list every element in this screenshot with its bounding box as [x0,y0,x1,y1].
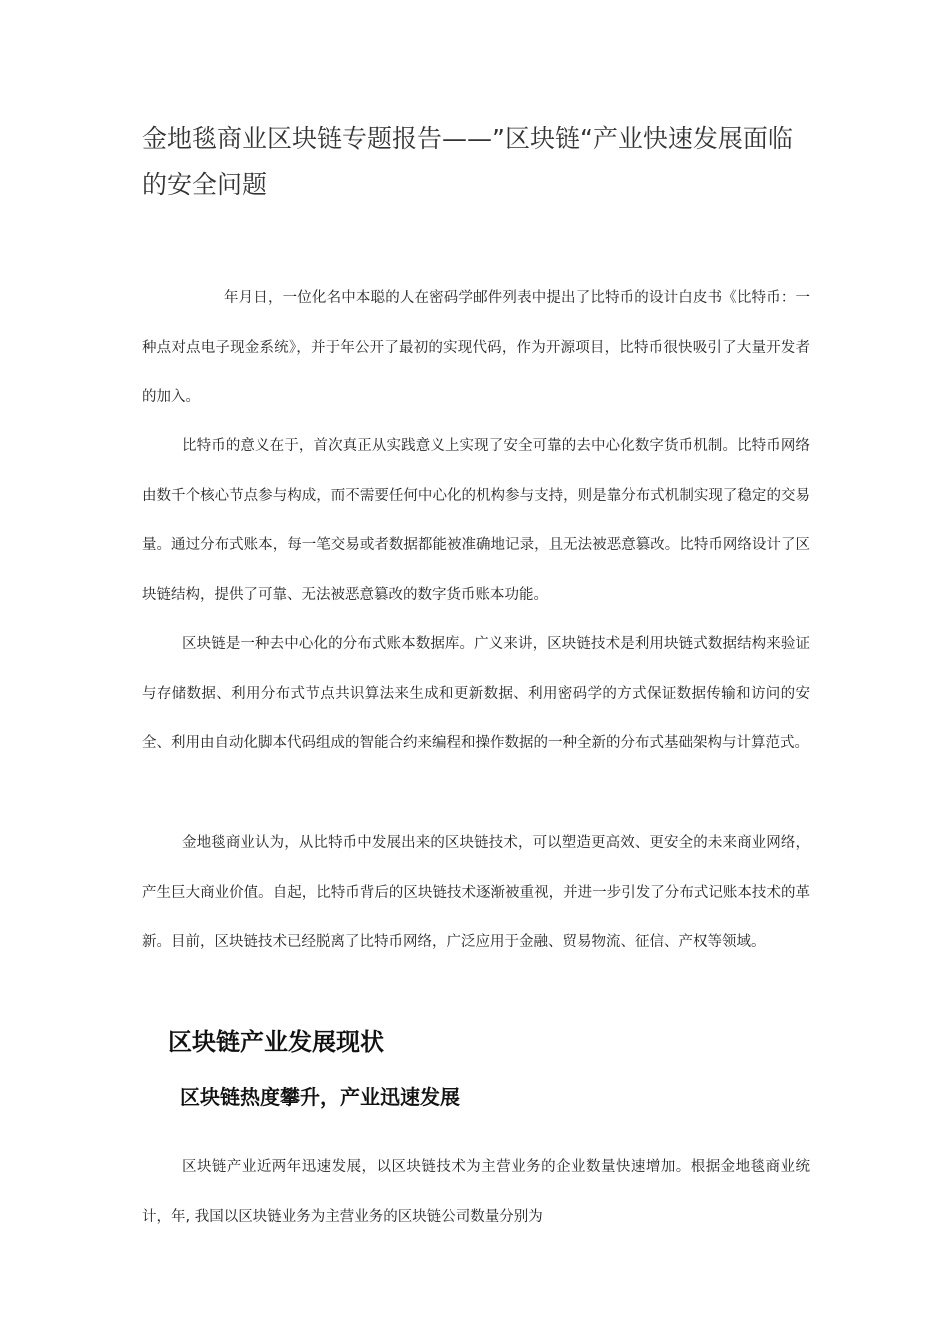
document-title: 金地毯商业区块链专题报告——”区块链“产业快速发展面临的安全问题 [142,124,793,199]
paragraph-bitcoin-significance: 比特币的意义在于，首次真正从实践意义上实现了安全可靠的去中心化数字货币机制。比特币网络由数千个核心节点参与构成，而不需要任何中心化的机构参与支持，则是靠分布式机制实现了稳定的交易量。通过分布式账本，每一笔交易或者数据都能被准确地记录，且无法被恶意篡改。比特币网络设计了区块链结构，提供了可靠、无法被恶意篡改的数字货币账本功能。 [142,438,810,603]
paragraph-blockchain-definition: 区块链是一种去中心化的分布式账本数据库。广义来讲，区块链技术是利用块链式数据结构来验证与存储数据、利用分布式节点共识算法来生成和更新数据、利用密码学的方式保证数据传输和访问的安全、利用由自动化脚本代码组成的智能合约来编程和操作数据的一种全新的分布式基础架构与计算范式。 [142,636,810,751]
paragraph-business-view: 金地毯商业认为，从比特币中发展出来的区块链技术，可以塑造更高效、更安全的未来商业网络，产生巨大商业价值。自起，比特币背后的区块链技术逐渐被重视，并进一步引发了分布式记账本技术的革新。目前，区块链技术已经脱离了比特币网络，广泛应用于金融、贸易物流、征信、产权等领域。 [142,835,810,950]
section-heading: 区块链产业发展现状 [168,1028,384,1056]
paragraph-bitcoin-origin: 年月日，一位化名中本聪的人在密码学邮件列表中提出了比特币的设计白皮书《比特币：一种点对点电子现金系统》，并于年公开了最初的实现代码，作为开源项目，比特币很快吸引了大量开发者的加入。 [142,290,810,405]
paragraph-industry-status: 区块链产业近两年迅速发展，以区块链技术为主营业务的企业数量快速增加。根据金地毯商业统计，年, 我国以区块链业务为主营业务的区块链公司数量分别为 [142,1159,810,1225]
subsection-heading: 区块链热度攀升，产业迅速发展 [180,1085,460,1109]
